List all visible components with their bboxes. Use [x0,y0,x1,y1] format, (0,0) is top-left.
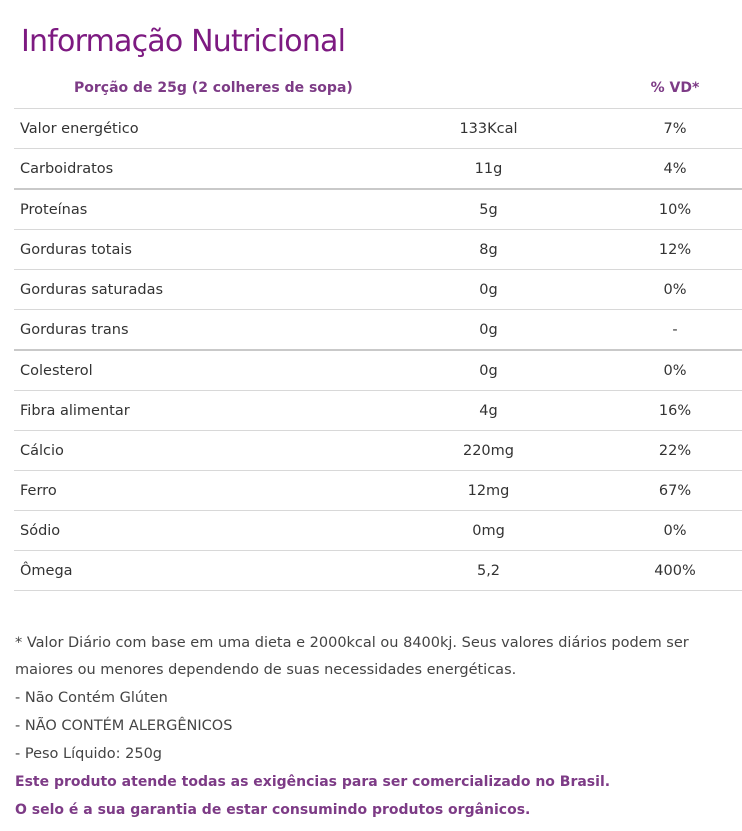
nutrient-name: Sódio [14,511,369,551]
nutrient-daily-value: - [608,310,742,351]
nutrient-daily-value: 0% [608,350,742,391]
nutrient-amount: 12mg [369,471,608,511]
table-row [14,350,742,391]
nutrient-amount: 0g [369,310,608,351]
table-row [14,189,742,230]
nutrient-amount: 11g [369,149,608,190]
table-row [14,471,742,511]
nutrient-name: Ferro [14,471,369,511]
nutrient-daily-value: 16% [608,391,742,431]
nutrient-daily-value: 0% [608,511,742,551]
allergens-note: - NÃO CONTÉM ALERGÊNICOS [15,718,233,734]
nutrient-name: Valor energético [14,109,369,149]
net-weight-note: - Peso Líquido: 250g [15,746,163,762]
nutrient-daily-value: 7% [608,109,742,149]
nutrient-name: Gorduras totais [14,230,369,270]
nutrient-daily-value: 4% [608,149,742,190]
nutrient-daily-value: 22% [608,431,742,471]
nutrient-daily-value: 400% [608,551,742,591]
notes-section [15,630,737,824]
table-row [14,431,742,471]
nutrient-name: Gorduras saturadas [14,270,369,310]
organic-seal-statement: O selo é a sua garantia de estar consumindo produtos orgânicos. [15,802,531,818]
nutrient-daily-value: 0% [608,270,742,310]
table-row [14,149,742,190]
table-header-row [14,68,742,109]
nutrient-daily-value: 12% [608,230,742,270]
table-row [14,511,742,551]
daily-value-footnote: * Valor Diário com base em uma dieta e 2000kcal ou 8400kj. Seus valores diários podem ser maiores ou menores dependendo de suas necessidades energéticas. [15,635,689,678]
nutrition-table [14,68,742,591]
nutrient-daily-value: 10% [608,189,742,230]
amount-header [369,68,608,109]
nutrient-daily-value: 67% [608,471,742,511]
table-row [14,551,742,591]
nutrient-amount: 133Kcal [369,109,608,149]
nutrient-amount: 0mg [369,511,608,551]
nutrient-amount: 0g [369,270,608,310]
portion-header: Porção de 25g (2 colheres de sopa) [14,68,369,109]
nutrient-amount: 220mg [369,431,608,471]
nutrient-name: Colesterol [14,350,369,391]
table-row [14,109,742,149]
nutrient-amount: 4g [369,391,608,431]
gluten-note: - Não Contém Glúten [15,690,168,706]
nutrient-amount: 5g [369,189,608,230]
nutrient-amount: 8g [369,230,608,270]
nutrient-name: Cálcio [14,431,369,471]
nutrient-amount: 0g [369,350,608,391]
table-row [14,391,742,431]
compliance-statement: Este produto atende todas as exigências para ser comercializado no Brasil. [15,774,611,790]
nutrient-name: Gorduras trans [14,310,369,351]
nutrient-name: Proteínas [14,189,369,230]
nutrient-name: Fibra alimentar [14,391,369,431]
daily-value-header: % VD* [608,68,742,109]
nutrient-amount: 5,2 [369,551,608,591]
nutrient-name: Carboidratos [14,149,369,190]
table-row [14,230,742,270]
page-title: Informação Nutricional [21,24,346,59]
table-row [14,270,742,310]
table-row [14,310,742,351]
nutrient-name: Ômega [14,551,369,591]
